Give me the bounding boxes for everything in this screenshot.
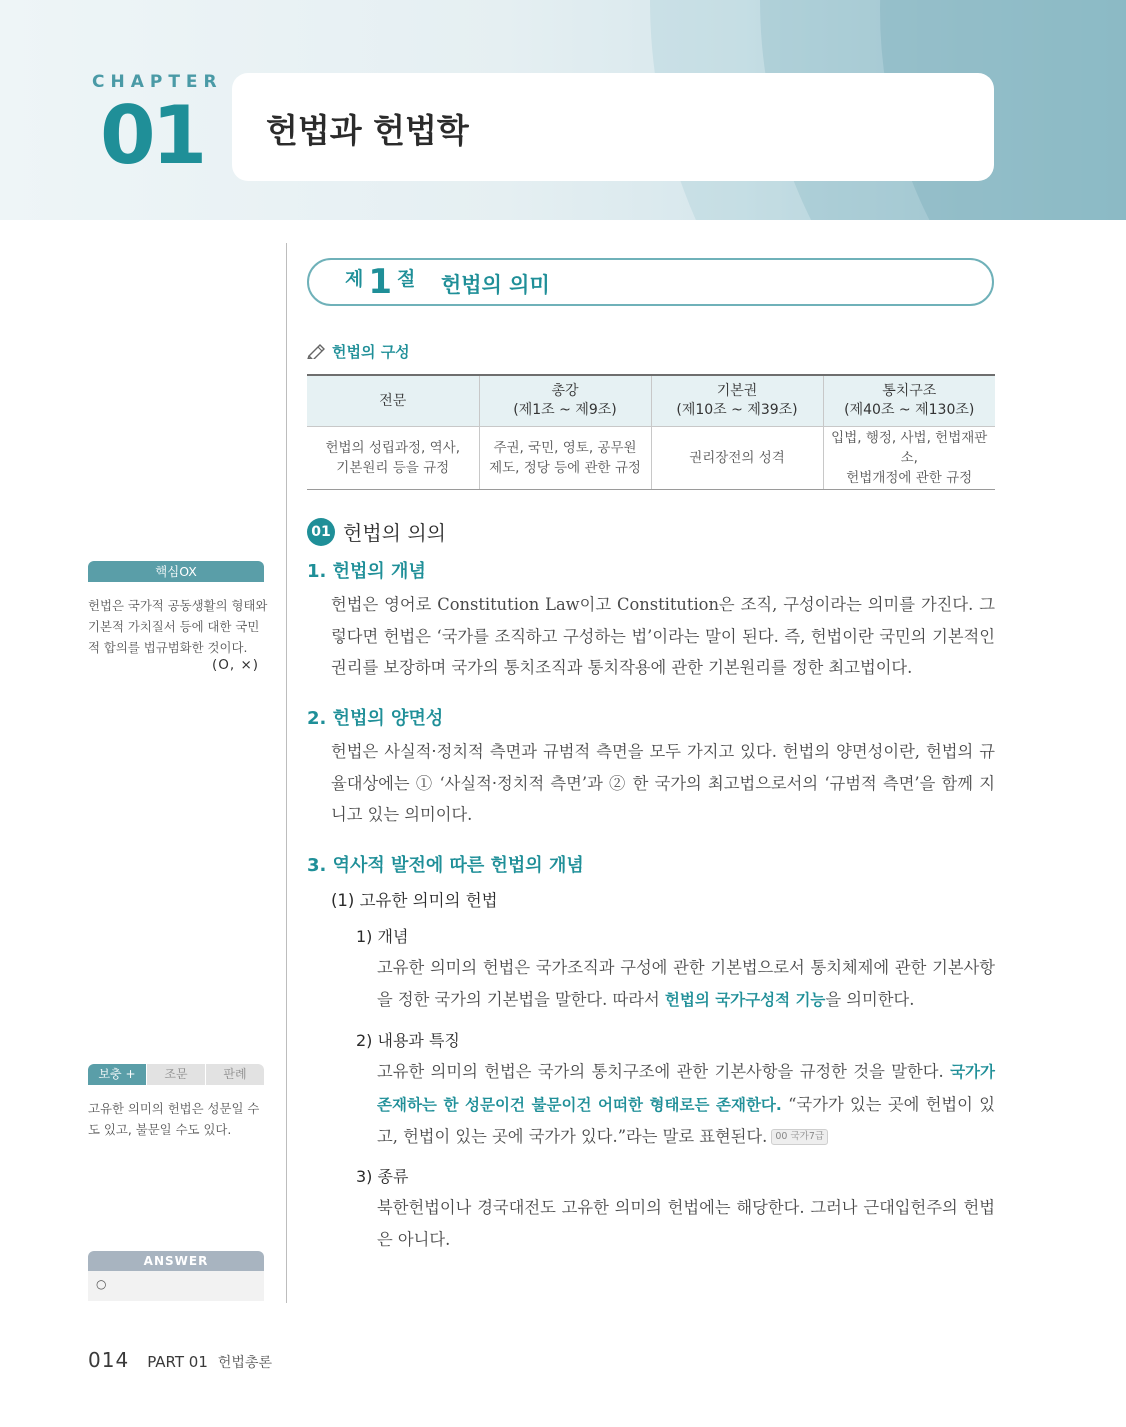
sub-subsection-title: (1) 고유한 의미의 헌법: [331, 891, 498, 910]
topic-heading: [307, 517, 446, 546]
section-suffix: 절: [397, 268, 416, 290]
paragraph-definition: 고유한 의미의 헌법은 국가조직과 구성에 관한 기본법으로서 통치체제에 관한 기본사항을 정한 국가의 기본법을 말한다. 따라서 헌법의 국가구성적 기능을 의미한다.: [377, 958, 995, 1009]
tab-precedent: 판례: [205, 1064, 264, 1085]
section-prefix: 제: [345, 268, 364, 290]
table-header-cell: 기본권 (제10조 ~ 제39조): [651, 375, 823, 427]
supplement-tabs: [88, 1064, 264, 1085]
paragraph-features: 고유한 의미의 헌법은 국가의 통치구조에 관한 기본사항을 규정한 것을 말한다. 국가가 존재하는 한 성문이건 불문이건 어떠한 형태로든 존재한다. “국가가 있는 곳에 헌법이 있고, 헌법이 있는 곳에 국가가 있다.”라는 말로 표현된다. 00 국가7급: [377, 1062, 995, 1146]
paragraph-concept: 헌법은 영어로 Constitution Law이고 Constitution은 조직, 구성이라는 의미를 가진다. 그렇다면 헌법은 ‘국가를 조직하고 구성하는 법’이라는 말이 된다. 즉, 헌법이란 국민의 기본적인 권리를 보장하며 국가의 통치조직과 통치작용에 관한 기본원리를 정한 최고법이다.: [331, 595, 995, 677]
column-divider: [286, 243, 287, 1303]
supplement-note: 고유한 의미의 헌법은 성문일 수도 있고, 불문일 수도 있다.: [88, 1101, 260, 1137]
table-cell: 헌법의 성립과정, 역사, 기본원리 등을 규정: [307, 427, 479, 490]
table-cell: 입법, 행정, 사법, 헌법재판소, 헌법개정에 관한 규정: [823, 427, 995, 490]
answer-box: [88, 1271, 264, 1301]
chapter-title: 헌법과 헌법학: [266, 111, 469, 150]
page-number: 014: [88, 1348, 130, 1372]
tab-supplement: 보충 +: [88, 1064, 146, 1085]
topic-title: 헌법의 의의: [343, 521, 446, 545]
section-number: 1: [368, 262, 393, 302]
table-header-cell: 통치구조 (제40조 ~ 제130조): [823, 375, 995, 427]
table-header-row: [307, 375, 995, 427]
point-title-2: 2) 내용과 특징: [356, 1031, 460, 1050]
chapter-number: 01: [100, 89, 204, 182]
ox-quiz-question: 헌법은 국가적 공동생활의 형태와 기본적 가치질서 등에 대한 국민적 합의를 법규범화한 것이다.: [88, 598, 268, 655]
part-label: PART 01: [147, 1353, 208, 1371]
table-caption: 헌법의 구성: [332, 343, 410, 361]
table-cell: 권리장전의 성격: [651, 427, 823, 490]
page-footer: [88, 1348, 272, 1372]
table-row: [307, 427, 995, 490]
constitution-structure-table: [307, 374, 995, 490]
point-title-3: 3) 종류: [356, 1167, 409, 1186]
topic-number-badge: 01: [307, 518, 335, 546]
ox-quiz-choice: (O, ×): [212, 657, 260, 673]
chapter-title-box: [232, 73, 994, 181]
pencil-icon: [307, 343, 327, 359]
paragraph-types: 북한헌법이나 경국대전도 고유한 의미의 헌법에는 해당한다. 그러나 근대입헌주의 헌법은 아니다.: [377, 1198, 995, 1249]
section-number-group: [345, 262, 415, 302]
answer-header: ANSWER: [88, 1251, 264, 1271]
table-cell: 주권, 국민, 영토, 공무원 제도, 정당 등에 관한 규정: [479, 427, 651, 490]
subsection-title-1: 1. 헌법의 개념: [307, 561, 426, 582]
tab-article: 조문: [146, 1064, 205, 1085]
exam-source-tag: 00 국가7급: [771, 1129, 828, 1145]
highlight-text: 헌법의 국가구성적 기능: [664, 990, 826, 1009]
subsection-title-3: 3. 역사적 발전에 따른 헌법의 개념: [307, 855, 584, 876]
chapter-header-band: [0, 0, 1126, 220]
table-header-cell: 총강 (제1조 ~ 제9조): [479, 375, 651, 427]
section-heading: [307, 258, 994, 306]
table-header-cell: 전문: [307, 375, 479, 427]
ox-quiz-header: 핵심OX: [88, 561, 264, 582]
highlight-text: 국가가 존재하는 한 성문이건 불문이건 어떠한 형태로든 존재한다.: [377, 1063, 995, 1114]
chapter-label: CHAPTER: [92, 72, 223, 92]
paragraph-duality: 헌법은 사실적·정치적 측면과 규범적 측면을 모두 가지고 있다. 헌법의 양면성이란, 헌법의 규율대상에는 ① ‘사실적·정치적 측면’과 ② 한 국가의 최고법으로서의 ‘규범적 측면’을 함께 지니고 있는 의미이다.: [331, 742, 995, 824]
section-title: 헌법의 의미: [441, 273, 550, 297]
answer-value: ○: [96, 1277, 107, 1291]
part-name: 헌법총론: [217, 1355, 272, 1371]
point-title-1: 1) 개념: [356, 927, 409, 946]
subsection-title-2: 2. 헌법의 양면성: [307, 708, 444, 729]
